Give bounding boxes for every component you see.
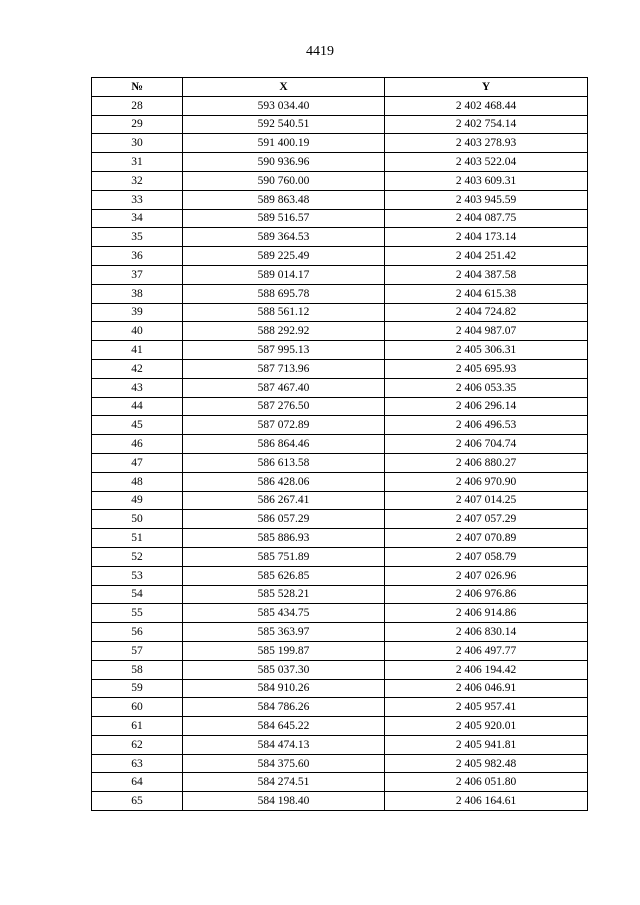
header-y: Y: [385, 78, 588, 97]
cell-number: 40: [92, 322, 183, 341]
cell-y: 2 406 704.74: [385, 435, 588, 454]
cell-y: 2 405 695.93: [385, 359, 588, 378]
cell-x: 586 428.06: [183, 472, 385, 491]
cell-x: 587 072.89: [183, 416, 385, 435]
table-row: [92, 378, 588, 397]
table-row: [92, 359, 588, 378]
table-row: [92, 698, 588, 717]
cell-x: 584 910.26: [183, 679, 385, 698]
cell-x: 585 528.21: [183, 585, 385, 604]
table-row: [92, 491, 588, 510]
table-row: [92, 717, 588, 736]
cell-x: 584 786.26: [183, 698, 385, 717]
cell-y: 2 406 496.53: [385, 416, 588, 435]
cell-x: 592 540.51: [183, 115, 385, 134]
table-row: [92, 754, 588, 773]
cell-number: 41: [92, 341, 183, 360]
cell-x: 588 561.12: [183, 303, 385, 322]
cell-x: 585 626.85: [183, 566, 385, 585]
table-row: [92, 115, 588, 134]
cell-y: 2 403 522.04: [385, 153, 588, 172]
cell-y: 2 403 609.31: [385, 171, 588, 190]
table-row: [92, 265, 588, 284]
cell-number: 58: [92, 660, 183, 679]
cell-number: 51: [92, 529, 183, 548]
cell-y: 2 403 945.59: [385, 190, 588, 209]
cell-y: 2 407 058.79: [385, 547, 588, 566]
cell-x: 589 014.17: [183, 265, 385, 284]
cell-number: 34: [92, 209, 183, 228]
cell-number: 42: [92, 359, 183, 378]
table-row: [92, 641, 588, 660]
cell-y: 2 406 051.80: [385, 773, 588, 792]
cell-number: 52: [92, 547, 183, 566]
cell-x: 586 864.46: [183, 435, 385, 454]
header-row: [92, 78, 588, 97]
cell-y: 2 407 026.96: [385, 566, 588, 585]
cell-y: 2 402 754.14: [385, 115, 588, 134]
table-row: [92, 472, 588, 491]
cell-number: 61: [92, 717, 183, 736]
cell-y: 2 404 173.14: [385, 228, 588, 247]
table-row: [92, 228, 588, 247]
header-number: №: [92, 78, 183, 97]
cell-y: 2 405 306.31: [385, 341, 588, 360]
table-row: [92, 397, 588, 416]
table-row: [92, 284, 588, 303]
cell-number: 44: [92, 397, 183, 416]
table-row: [92, 341, 588, 360]
cell-x: 590 760.00: [183, 171, 385, 190]
cell-number: 65: [92, 792, 183, 811]
cell-y: 2 407 014.25: [385, 491, 588, 510]
cell-y: 2 405 920.01: [385, 717, 588, 736]
cell-x: 591 400.19: [183, 134, 385, 153]
table-row: [92, 96, 588, 115]
cell-x: 587 995.13: [183, 341, 385, 360]
cell-number: 56: [92, 623, 183, 642]
cell-x: 586 613.58: [183, 453, 385, 472]
cell-number: 57: [92, 641, 183, 660]
table-row: [92, 303, 588, 322]
cell-y: 2 404 615.38: [385, 284, 588, 303]
cell-y: 2 403 278.93: [385, 134, 588, 153]
cell-x: 585 886.93: [183, 529, 385, 548]
cell-y: 2 406 497.77: [385, 641, 588, 660]
table-row: [92, 547, 588, 566]
cell-x: 590 936.96: [183, 153, 385, 172]
cell-y: 2 406 296.14: [385, 397, 588, 416]
cell-number: 29: [92, 115, 183, 134]
cell-x: 588 695.78: [183, 284, 385, 303]
coordinates-table: [91, 77, 588, 811]
cell-x: 588 292.92: [183, 322, 385, 341]
table-row: [92, 773, 588, 792]
table-row: [92, 134, 588, 153]
cell-x: 593 034.40: [183, 96, 385, 115]
table-row: [92, 247, 588, 266]
cell-y: 2 406 970.90: [385, 472, 588, 491]
cell-y: 2 406 880.27: [385, 453, 588, 472]
cell-number: 28: [92, 96, 183, 115]
cell-number: 31: [92, 153, 183, 172]
table-row: [92, 604, 588, 623]
table-row: [92, 416, 588, 435]
cell-number: 62: [92, 735, 183, 754]
table-row: [92, 792, 588, 811]
cell-x: 589 225.49: [183, 247, 385, 266]
cell-y: 2 406 046.91: [385, 679, 588, 698]
table-row: [92, 566, 588, 585]
cell-number: 48: [92, 472, 183, 491]
cell-number: 49: [92, 491, 183, 510]
table-row: [92, 171, 588, 190]
table-row: [92, 209, 588, 228]
cell-y: 2 404 387.58: [385, 265, 588, 284]
cell-number: 50: [92, 510, 183, 529]
cell-number: 38: [92, 284, 183, 303]
cell-x: 587 276.50: [183, 397, 385, 416]
cell-y: 2 406 830.14: [385, 623, 588, 642]
cell-x: 586 267.41: [183, 491, 385, 510]
cell-x: 585 434.75: [183, 604, 385, 623]
cell-y: 2 404 251.42: [385, 247, 588, 266]
table-row: [92, 623, 588, 642]
table-row: [92, 529, 588, 548]
cell-y: 2 407 070.89: [385, 529, 588, 548]
cell-x: 585 363.97: [183, 623, 385, 642]
cell-x: 584 198.40: [183, 792, 385, 811]
cell-x: 584 375.60: [183, 754, 385, 773]
cell-number: 47: [92, 453, 183, 472]
cell-y: 2 402 468.44: [385, 96, 588, 115]
table-body: [92, 96, 588, 810]
cell-y: 2 406 194.42: [385, 660, 588, 679]
cell-y: 2 407 057.29: [385, 510, 588, 529]
cell-y: 2 405 957.41: [385, 698, 588, 717]
cell-number: 64: [92, 773, 183, 792]
cell-x: 586 057.29: [183, 510, 385, 529]
cell-number: 45: [92, 416, 183, 435]
cell-y: 2 405 941.81: [385, 735, 588, 754]
cell-x: 584 274.51: [183, 773, 385, 792]
cell-x: 585 751.89: [183, 547, 385, 566]
cell-number: 60: [92, 698, 183, 717]
cell-y: 2 404 087.75: [385, 209, 588, 228]
table-row: [92, 435, 588, 454]
cell-number: 33: [92, 190, 183, 209]
table-row: [92, 190, 588, 209]
cell-y: 2 404 724.82: [385, 303, 588, 322]
cell-number: 39: [92, 303, 183, 322]
table-row: [92, 153, 588, 172]
cell-number: 37: [92, 265, 183, 284]
cell-x: 585 037.30: [183, 660, 385, 679]
cell-number: 54: [92, 585, 183, 604]
cell-number: 36: [92, 247, 183, 266]
table-row: [92, 322, 588, 341]
cell-number: 53: [92, 566, 183, 585]
cell-number: 43: [92, 378, 183, 397]
cell-number: 55: [92, 604, 183, 623]
cell-number: 46: [92, 435, 183, 454]
cell-number: 30: [92, 134, 183, 153]
cell-x: 589 364.53: [183, 228, 385, 247]
cell-number: 35: [92, 228, 183, 247]
cell-x: 587 467.40: [183, 378, 385, 397]
cell-x: 589 863.48: [183, 190, 385, 209]
cell-number: 32: [92, 171, 183, 190]
cell-y: 2 406 976.86: [385, 585, 588, 604]
cell-x: 584 645.22: [183, 717, 385, 736]
cell-x: 587 713.96: [183, 359, 385, 378]
cell-y: 2 406 164.61: [385, 792, 588, 811]
cell-x: 589 516.57: [183, 209, 385, 228]
cell-x: 585 199.87: [183, 641, 385, 660]
table-header: [92, 78, 588, 97]
cell-number: 63: [92, 754, 183, 773]
page-number: 4419: [306, 44, 334, 59]
table-row: [92, 679, 588, 698]
table-row: [92, 510, 588, 529]
table-row: [92, 735, 588, 754]
cell-y: 2 404 987.07: [385, 322, 588, 341]
header-x: X: [183, 78, 385, 97]
table-row: [92, 660, 588, 679]
cell-y: 2 405 982.48: [385, 754, 588, 773]
cell-y: 2 406 053.35: [385, 378, 588, 397]
cell-x: 584 474.13: [183, 735, 385, 754]
cell-y: 2 406 914.86: [385, 604, 588, 623]
table-row: [92, 585, 588, 604]
table-row: [92, 453, 588, 472]
cell-number: 59: [92, 679, 183, 698]
